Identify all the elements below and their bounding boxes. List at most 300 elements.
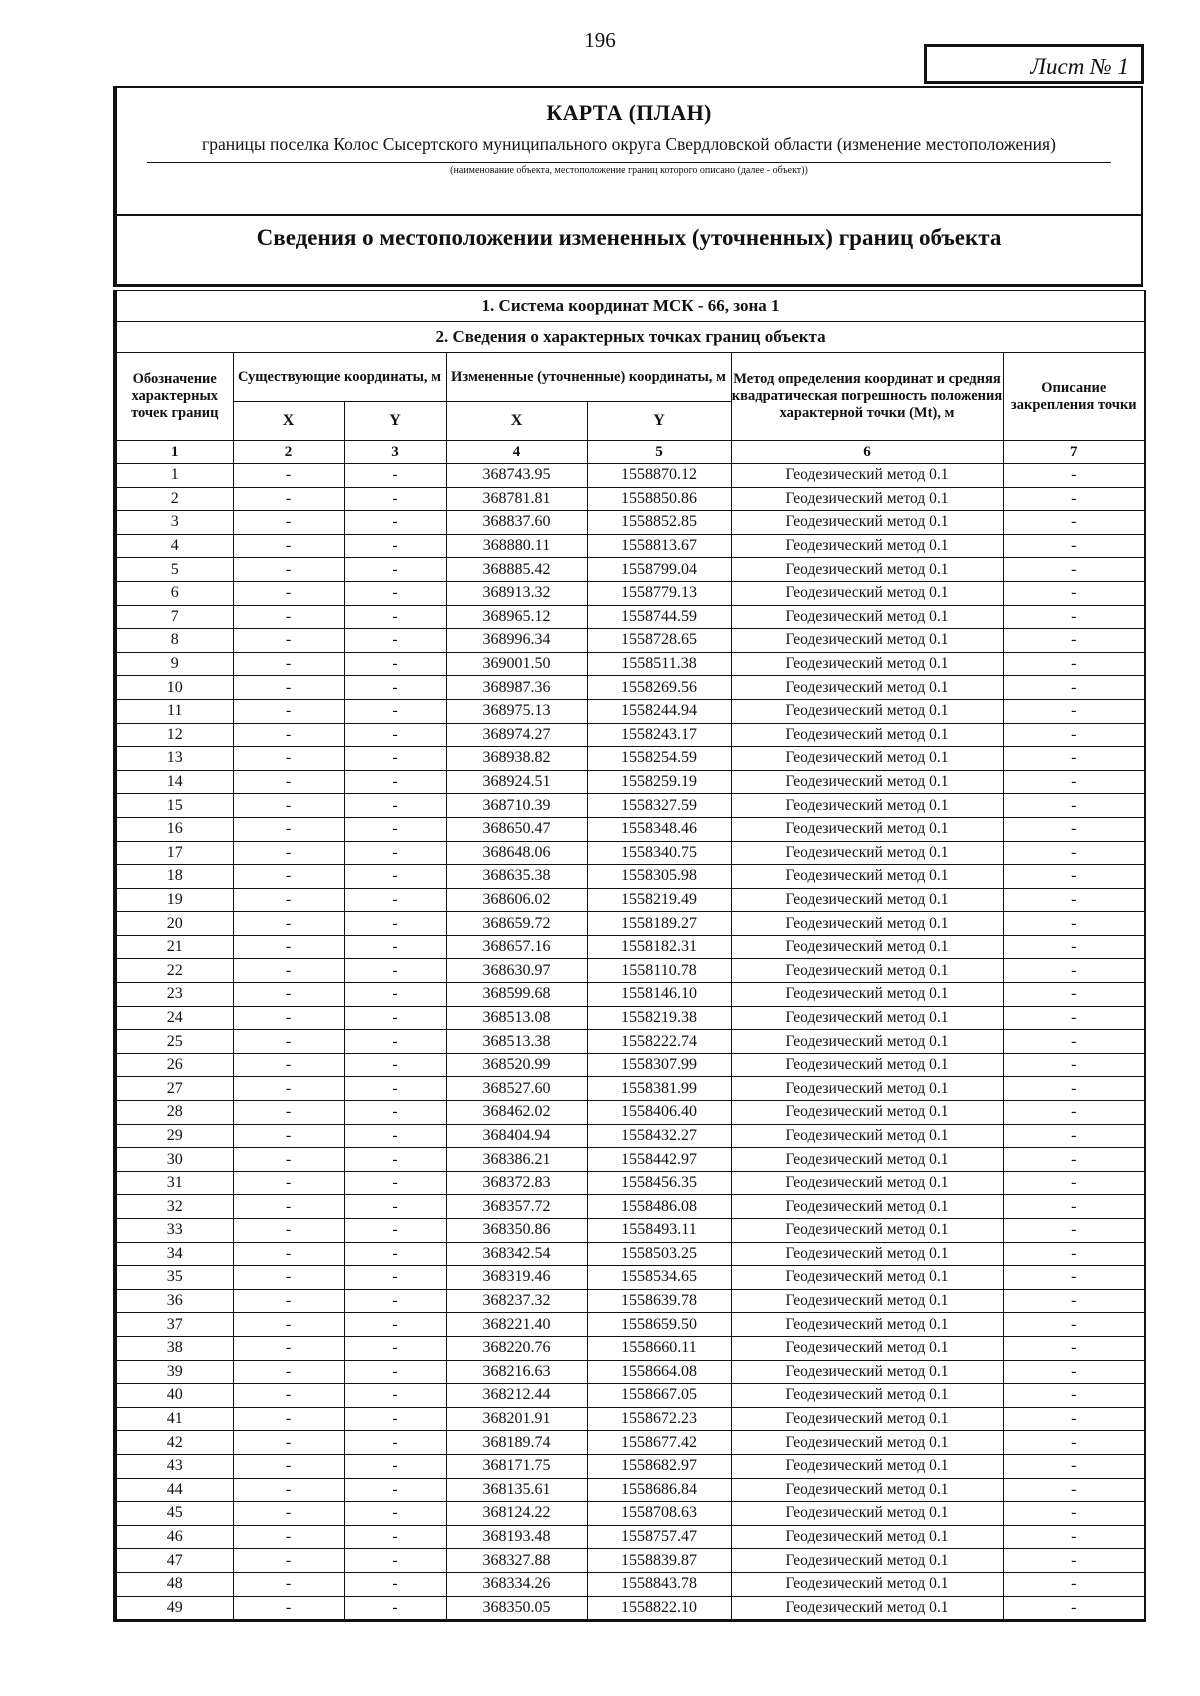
existing-y-cell: - [344,534,446,558]
point-number-cell: 42 [115,1431,233,1455]
existing-y-cell: - [344,581,446,605]
table-row [115,817,1145,841]
existing-x-cell: - [233,605,344,629]
existing-y-cell: - [344,817,446,841]
sheet-label: Лист № 1 [924,44,1144,84]
changed-y-cell: 1558757.47 [587,1525,731,1549]
header-existing-y: Y [344,402,446,441]
table-row [115,1596,1145,1621]
table-row [115,723,1145,747]
description-cell: - [1003,1124,1145,1148]
changed-x-cell: 368334.26 [446,1572,587,1596]
point-number-cell: 33 [115,1219,233,1243]
column-number: 1 [115,441,233,464]
existing-x-cell: - [233,1289,344,1313]
description-cell: - [1003,912,1145,936]
changed-x-cell: 368996.34 [446,629,587,653]
existing-x-cell: - [233,1596,344,1621]
existing-y-cell: - [344,912,446,936]
existing-y-cell: - [344,747,446,771]
method-cell: Геодезический метод 0.1 [731,464,1003,488]
changed-x-cell: 368520.99 [446,1053,587,1077]
description-cell: - [1003,1313,1145,1337]
changed-y-cell: 1558243.17 [587,723,731,747]
coordinates-table-body [115,464,1145,1621]
changed-y-cell: 1558660.11 [587,1336,731,1360]
table-row [115,1407,1145,1431]
method-cell: Геодезический метод 0.1 [731,605,1003,629]
description-cell: - [1003,534,1145,558]
description-cell: - [1003,770,1145,794]
existing-x-cell: - [233,794,344,818]
table-row [115,841,1145,865]
point-number-cell: 28 [115,1101,233,1125]
existing-x-cell: - [233,747,344,771]
table-row [115,1124,1145,1148]
existing-x-cell: - [233,1195,344,1219]
point-number-cell: 8 [115,629,233,653]
changed-x-cell: 368221.40 [446,1313,587,1337]
point-number-cell: 46 [115,1525,233,1549]
changed-y-cell: 1558307.99 [587,1053,731,1077]
changed-x-cell: 368513.38 [446,1030,587,1054]
existing-y-cell: - [344,1384,446,1408]
table-row [115,1572,1145,1596]
changed-y-cell: 1558406.40 [587,1101,731,1125]
description-cell: - [1003,1478,1145,1502]
existing-x-cell: - [233,1336,344,1360]
changed-x-cell: 368189.74 [446,1431,587,1455]
method-cell: Геодезический метод 0.1 [731,1572,1003,1596]
method-cell: Геодезический метод 0.1 [731,1502,1003,1526]
existing-y-cell: - [344,676,446,700]
point-number-cell: 2 [115,487,233,511]
changed-x-cell: 368216.63 [446,1360,587,1384]
description-cell: - [1003,1572,1145,1596]
existing-y-cell: - [344,652,446,676]
table-row [115,581,1145,605]
changed-x-cell: 368171.75 [446,1454,587,1478]
method-cell: Геодезический метод 0.1 [731,558,1003,582]
existing-y-cell: - [344,511,446,535]
column-number: 4 [446,441,587,464]
changed-y-cell: 1558744.59 [587,605,731,629]
existing-y-cell: - [344,841,446,865]
subtitle-note: (наименование объекта, местоположение границ которого описано (далее - объект)) [450,165,808,176]
point-number-cell: 41 [115,1407,233,1431]
point-number-cell: 40 [115,1384,233,1408]
changed-y-cell: 1558110.78 [587,959,731,983]
table-row [115,605,1145,629]
table-row [115,888,1145,912]
table-row [115,629,1145,653]
description-cell: - [1003,888,1145,912]
description-cell: - [1003,723,1145,747]
existing-y-cell: - [344,1124,446,1148]
method-cell: Геодезический метод 0.1 [731,1360,1003,1384]
description-cell: - [1003,794,1145,818]
table-row [115,912,1145,936]
table-row [115,1336,1145,1360]
table-row [115,1053,1145,1077]
table-row [115,1289,1145,1313]
existing-x-cell: - [233,581,344,605]
existing-y-cell: - [344,1572,446,1596]
changed-y-cell: 1558493.11 [587,1219,731,1243]
changed-y-cell: 1558672.23 [587,1407,731,1431]
changed-x-cell: 368350.86 [446,1219,587,1243]
description-cell: - [1003,699,1145,723]
existing-y-cell: - [344,558,446,582]
method-cell: Геодезический метод 0.1 [731,935,1003,959]
existing-x-cell: - [233,1077,344,1101]
header-existing-x: X [233,402,344,441]
existing-y-cell: - [344,959,446,983]
table-row [115,676,1145,700]
existing-x-cell: - [233,817,344,841]
existing-x-cell: - [233,1053,344,1077]
description-cell: - [1003,817,1145,841]
description-cell: - [1003,1101,1145,1125]
existing-y-cell: - [344,1596,446,1621]
method-cell: Геодезический метод 0.1 [731,1195,1003,1219]
changed-x-cell: 368880.11 [446,534,587,558]
table-row [115,511,1145,535]
table-row [115,464,1145,488]
existing-x-cell: - [233,1266,344,1290]
changed-x-cell: 368404.94 [446,1124,587,1148]
table-row [115,699,1145,723]
method-cell: Геодезический метод 0.1 [731,1219,1003,1243]
existing-y-cell: - [344,983,446,1007]
existing-y-cell: - [344,1030,446,1054]
changed-y-cell: 1558639.78 [587,1289,731,1313]
description-cell: - [1003,487,1145,511]
changed-y-cell: 1558305.98 [587,865,731,889]
changed-x-cell: 368913.32 [446,581,587,605]
existing-x-cell: - [233,1360,344,1384]
changed-y-cell: 1558381.99 [587,1077,731,1101]
existing-y-cell: - [344,1219,446,1243]
point-number-cell: 26 [115,1053,233,1077]
changed-x-cell: 368975.13 [446,699,587,723]
changed-y-cell: 1558813.67 [587,534,731,558]
existing-y-cell: - [344,1549,446,1573]
table-row [115,534,1145,558]
changed-y-cell: 1558852.85 [587,511,731,535]
changed-y-cell: 1558348.46 [587,817,731,841]
existing-x-cell: - [233,1431,344,1455]
column-number: 7 [1003,441,1145,464]
changed-y-cell: 1558843.78 [587,1572,731,1596]
changed-y-cell: 1558432.27 [587,1124,731,1148]
description-cell: - [1003,581,1145,605]
existing-y-cell: - [344,699,446,723]
changed-y-cell: 1558340.75 [587,841,731,865]
table-row [115,747,1145,771]
changed-x-cell: 368630.97 [446,959,587,983]
point-number-cell: 31 [115,1171,233,1195]
existing-y-cell: - [344,723,446,747]
changed-y-cell: 1558146.10 [587,983,731,1007]
existing-y-cell: - [344,1502,446,1526]
existing-x-cell: - [233,1124,344,1148]
table-row [115,959,1145,983]
existing-x-cell: - [233,841,344,865]
description-cell: - [1003,511,1145,535]
changed-y-cell: 1558839.87 [587,1549,731,1573]
method-cell: Геодезический метод 0.1 [731,1171,1003,1195]
point-number-cell: 21 [115,935,233,959]
point-number-cell: 47 [115,1549,233,1573]
section-title: Сведения о местоположении измененных (уточненных) границ объекта [256,225,1002,250]
table-row [115,652,1145,676]
changed-y-cell: 1558219.49 [587,888,731,912]
method-cell: Геодезический метод 0.1 [731,1124,1003,1148]
changed-x-cell: 369001.50 [446,652,587,676]
changed-y-cell: 1558503.25 [587,1242,731,1266]
method-cell: Геодезический метод 0.1 [731,652,1003,676]
existing-y-cell: - [344,1006,446,1030]
point-number-cell: 12 [115,723,233,747]
table-row [115,1006,1145,1030]
point-number-cell: 14 [115,770,233,794]
method-cell: Геодезический метод 0.1 [731,1030,1003,1054]
method-cell: Геодезический метод 0.1 [731,1549,1003,1573]
description-cell: - [1003,1030,1145,1054]
existing-x-cell: - [233,464,344,488]
point-number-cell: 30 [115,1148,233,1172]
changed-x-cell: 368372.83 [446,1171,587,1195]
changed-y-cell: 1558728.65 [587,629,731,653]
existing-y-cell: - [344,888,446,912]
column-number: 6 [731,441,1003,464]
existing-x-cell: - [233,983,344,1007]
column-number: 2 [233,441,344,464]
method-cell: Геодезический метод 0.1 [731,511,1003,535]
changed-y-cell: 1558327.59 [587,794,731,818]
description-cell: - [1003,1266,1145,1290]
point-number-cell: 38 [115,1336,233,1360]
point-number-cell: 17 [115,841,233,865]
existing-y-cell: - [344,1478,446,1502]
changed-x-cell: 368781.81 [446,487,587,511]
description-cell: - [1003,1407,1145,1431]
method-cell: Геодезический метод 0.1 [731,959,1003,983]
changed-y-cell: 1558686.84 [587,1478,731,1502]
coordinate-system-heading: 1. Система координат МСК - 66, зона 1 [115,291,1145,322]
description-cell: - [1003,1502,1145,1526]
point-number-cell: 9 [115,652,233,676]
changed-y-cell: 1558511.38 [587,652,731,676]
method-cell: Геодезический метод 0.1 [731,1077,1003,1101]
changed-x-cell: 368201.91 [446,1407,587,1431]
point-number-cell: 45 [115,1502,233,1526]
description-cell: - [1003,652,1145,676]
point-number-cell: 20 [115,912,233,936]
changed-x-cell: 368648.06 [446,841,587,865]
header-point-designation: Обозначение характерных точек границ [115,353,233,441]
changed-y-cell: 1558259.19 [587,770,731,794]
existing-x-cell: - [233,888,344,912]
method-cell: Геодезический метод 0.1 [731,1525,1003,1549]
table-row [115,1313,1145,1337]
method-cell: Геодезический метод 0.1 [731,1336,1003,1360]
changed-y-cell: 1558850.86 [587,487,731,511]
table-row [115,794,1145,818]
method-cell: Геодезический метод 0.1 [731,699,1003,723]
method-cell: Геодезический метод 0.1 [731,770,1003,794]
point-number-cell: 10 [115,676,233,700]
existing-x-cell: - [233,1384,344,1408]
changed-y-cell: 1558222.74 [587,1030,731,1054]
description-cell: - [1003,558,1145,582]
existing-y-cell: - [344,629,446,653]
table-row [115,1525,1145,1549]
header-description: Описание закрепления точки [1003,353,1145,441]
method-cell: Геодезический метод 0.1 [731,676,1003,700]
point-number-cell: 35 [115,1266,233,1290]
existing-x-cell: - [233,487,344,511]
changed-y-cell: 1558182.31 [587,935,731,959]
existing-x-cell: - [233,865,344,889]
changed-x-cell: 368319.46 [446,1266,587,1290]
changed-y-cell: 1558779.13 [587,581,731,605]
changed-y-cell: 1558269.56 [587,676,731,700]
coordinates-table [113,290,1146,1622]
existing-x-cell: - [233,1502,344,1526]
existing-y-cell: - [344,1313,446,1337]
table-row [115,1431,1145,1455]
existing-x-cell: - [233,1030,344,1054]
table-row [115,487,1145,511]
changed-y-cell: 1558456.35 [587,1171,731,1195]
page-number: 196 [584,28,616,52]
method-cell: Геодезический метод 0.1 [731,817,1003,841]
document-subtitle: границы поселка Колос Сысертского муниципального округа Свердловской области (изменение местоположения) [202,134,1056,154]
column-number: 5 [587,441,731,464]
changed-x-cell: 368237.32 [446,1289,587,1313]
description-cell: - [1003,1525,1145,1549]
method-cell: Геодезический метод 0.1 [731,1407,1003,1431]
changed-x-cell: 368124.22 [446,1502,587,1526]
method-cell: Геодезический метод 0.1 [731,1478,1003,1502]
existing-x-cell: - [233,1242,344,1266]
point-number-cell: 22 [115,959,233,983]
changed-x-cell: 368462.02 [446,1101,587,1125]
description-cell: - [1003,1384,1145,1408]
changed-y-cell: 1558682.97 [587,1454,731,1478]
existing-x-cell: - [233,1478,344,1502]
point-number-cell: 18 [115,865,233,889]
existing-y-cell: - [344,1454,446,1478]
existing-x-cell: - [233,912,344,936]
description-cell: - [1003,676,1145,700]
description-cell: - [1003,959,1145,983]
method-cell: Геодезический метод 0.1 [731,1148,1003,1172]
changed-y-cell: 1558442.97 [587,1148,731,1172]
description-cell: - [1003,1077,1145,1101]
existing-x-cell: - [233,629,344,653]
existing-y-cell: - [344,1360,446,1384]
existing-x-cell: - [233,534,344,558]
existing-y-cell: - [344,1242,446,1266]
header-changed-x: X [446,402,587,441]
method-cell: Геодезический метод 0.1 [731,794,1003,818]
description-cell: - [1003,865,1145,889]
point-number-cell: 4 [115,534,233,558]
changed-x-cell: 368710.39 [446,794,587,818]
table-row [115,1148,1145,1172]
method-cell: Геодезический метод 0.1 [731,1242,1003,1266]
method-cell: Геодезический метод 0.1 [731,534,1003,558]
point-number-cell: 32 [115,1195,233,1219]
changed-x-cell: 368657.16 [446,935,587,959]
method-cell: Геодезический метод 0.1 [731,841,1003,865]
existing-y-cell: - [344,1525,446,1549]
table-row [115,1454,1145,1478]
existing-y-cell: - [344,865,446,889]
existing-x-cell: - [233,1101,344,1125]
method-cell: Геодезический метод 0.1 [731,1596,1003,1621]
changed-y-cell: 1558799.04 [587,558,731,582]
description-cell: - [1003,935,1145,959]
point-number-cell: 5 [115,558,233,582]
point-number-cell: 15 [115,794,233,818]
existing-x-cell: - [233,1454,344,1478]
existing-x-cell: - [233,558,344,582]
description-cell: - [1003,747,1145,771]
existing-x-cell: - [233,676,344,700]
point-number-cell: 24 [115,1006,233,1030]
existing-x-cell: - [233,1407,344,1431]
changed-y-cell: 1558244.94 [587,699,731,723]
point-number-cell: 3 [115,511,233,535]
changed-x-cell: 368135.61 [446,1478,587,1502]
existing-x-cell: - [233,1219,344,1243]
header-changed-y: Y [587,402,731,441]
point-number-cell: 43 [115,1454,233,1478]
existing-x-cell: - [233,935,344,959]
table-row [115,865,1145,889]
method-cell: Геодезический метод 0.1 [731,1384,1003,1408]
changed-x-cell: 368987.36 [446,676,587,700]
method-cell: Геодезический метод 0.1 [731,1266,1003,1290]
method-cell: Геодезический метод 0.1 [731,1431,1003,1455]
changed-y-cell: 1558822.10 [587,1596,731,1621]
existing-x-cell: - [233,1572,344,1596]
changed-x-cell: 368650.47 [446,817,587,841]
table-row [115,935,1145,959]
existing-x-cell: - [233,699,344,723]
existing-x-cell: - [233,1525,344,1549]
existing-y-cell: - [344,1266,446,1290]
point-number-cell: 49 [115,1596,233,1621]
description-cell: - [1003,841,1145,865]
method-cell: Геодезический метод 0.1 [731,747,1003,771]
header-method: Метод определения координат и средняя квадратическая погрешность положения характерной точки (Mt), м [731,353,1003,441]
method-cell: Геодезический метод 0.1 [731,487,1003,511]
changed-y-cell: 1558189.27 [587,912,731,936]
subtitle-rule [147,162,1111,163]
table-row [115,1502,1145,1526]
existing-y-cell: - [344,1289,446,1313]
existing-y-cell: - [344,464,446,488]
document-header [113,86,1143,287]
existing-y-cell: - [344,1336,446,1360]
point-number-cell: 29 [115,1124,233,1148]
changed-y-cell: 1558667.05 [587,1384,731,1408]
